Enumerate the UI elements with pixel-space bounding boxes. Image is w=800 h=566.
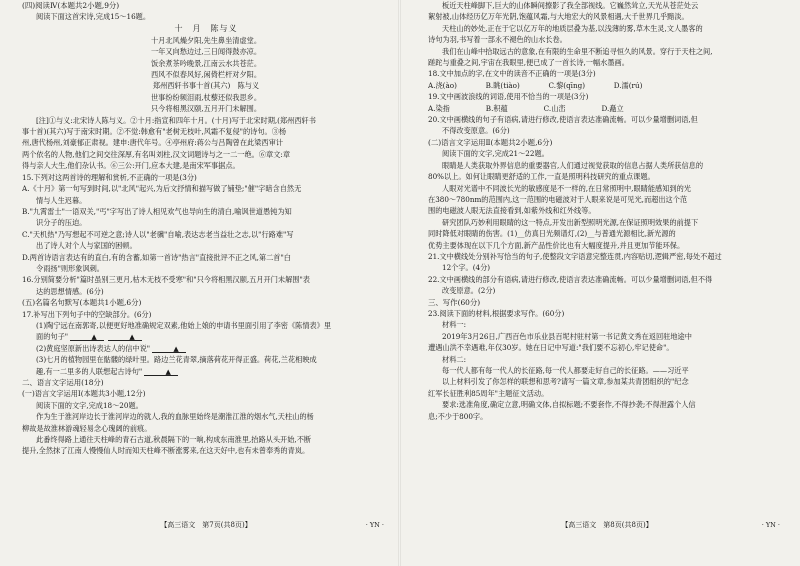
question-18-options: A.浇(ào) B.眺(tiào) C.黎(qīng) D.濡(rú) xyxy=(428,80,643,90)
option-a: A.《十月》第一句写到时间,以"北风"起兴,为后文抒情和描写做了铺垫;"催"字暗含自然无 xyxy=(22,184,302,194)
right-page xyxy=(400,0,800,566)
passage-line: 80%以上。如何让眼睛更舒适的工作,一直是照明科技研究的重点课题。 xyxy=(428,172,655,182)
passage-line: 围的电磁波人眼无法直接看到,如紫外线和红外线等。 xyxy=(428,206,596,216)
question-21: 21.文中横线处分别补写恰当的句子,使整段文字语意完整连贯,内容贴切,逻辑严密,每处不超过 xyxy=(428,251,722,261)
passage-line: 我们在山峰中拾取远古的意象,在有限的生命里不断追寻恒久的风景。穿行于天柱之间, xyxy=(442,46,713,56)
passage-line: 研究团队巧妙利用眼睛的这一特点,开发出新型照明光源,在保证照明效果的前提下 xyxy=(442,217,699,227)
poem-line: 西风不似春风好,闲倚栏杆对夕阳。 xyxy=(150,70,262,80)
answer-blank[interactable]: ▲ xyxy=(152,346,186,353)
material-line: 2019年3月26日,广西百色市乐业县百坭村驻村第一书记黄文秀在返回驻地途中 xyxy=(442,331,692,341)
passage-line: 天柱山的妙处,正在于它以亿万年的地质层叠为基,以浅薄的雾,草木生灵,文人墨客的 xyxy=(442,23,703,33)
question-20: 20.文中画横线的句子有语病,请进行修改,使语言表达准确流畅。可以少量增删词语,但 xyxy=(428,115,698,125)
answer-blank[interactable]: ▲ xyxy=(70,334,104,341)
prompt-line: 以上材料引发了你怎样的联想和思考?请写一篇文章,参加某共青团组织的"纪念 xyxy=(442,377,689,387)
passage-line: 提升,全然抹了江南人慢慢仙人时而知天柱峰不断涨雾来,在这天好中,也有未曾奉秀的青岚。 xyxy=(22,446,310,456)
passage-line: 此番终得路上通往天柱峰的青石古道,秋晨隔下的一晌,构成东南淮里,抬路从头开始,不断 xyxy=(36,435,312,445)
question-15: 15.下列对这两首诗的理解和赏析,不正确的一项是(3分) xyxy=(22,172,197,182)
instruction: 阅读下面的文字,完成21～22题。 xyxy=(442,149,549,159)
poem-line: 饭余煮茶吟晚景,江南云水共苍茫。 xyxy=(150,58,262,68)
question-22: 22.文中画横线的部分有语病,请进行修改,使语言表达准确流畅。可以少量增删词语,但不得 xyxy=(428,274,713,284)
passage-line: 板近天柱峰脚下,巨大的山体瞬间擦影了我全部视线。它巍然耸立,天光从苍茫处云 xyxy=(442,1,699,10)
passage-line: 作为生于淮河岸边长于淮河岸边的就人,我的血脉里始终是潮淮江淮的烟水气,天柱山的杨 xyxy=(36,412,314,422)
section-heading: 二、语言文字运用(18分) xyxy=(22,378,104,387)
material-line: 遭遇山洪不幸遇难,年仅30岁。她在日记中写道:"我们要不忘初心,牢记使命"。 xyxy=(428,343,674,353)
question-17-1: (1)陶宁远在南郭寄,以便更好地准确规定双素,他始上娘的申请书里面引用了李密《陈情表》里 xyxy=(36,320,332,330)
passage-line: 诗句为羽,书写着一部永不褪色的山水长卷。 xyxy=(428,35,567,45)
question-23: 23.阅读下面的材料,根据要求写作。(60分) xyxy=(428,308,565,318)
question-21-cont: 12个字。(4分) xyxy=(442,263,491,273)
page-number: 【高三语文 第7页(共8页)】 xyxy=(160,521,252,529)
passage-line: 人眼对光谱中不同波长光的敏感度是不一样的,在日常照明中,眼睛能感知到的光 xyxy=(442,183,691,193)
footer-mark: · YN · xyxy=(365,521,384,529)
annotation-line: [注]①与义:北宋诗人陈与义。②十月:指宣和四年十月。(十月)写于北宋时期,(郑州西轩书 xyxy=(36,115,316,125)
material-label: 材料二: xyxy=(442,354,466,364)
prompt-line: 红军长征胜利85周年"主题征文活动。 xyxy=(428,388,549,398)
question-19-options: A.染指 B.积蕴 C.山峦 D.矗立 xyxy=(428,103,624,113)
material-line: 每一代人都有每一代人的长征路,每一代人都要走好自己的长征路。——习近平 xyxy=(442,366,689,375)
question-16: 16.分别简要分析"篇时虽别三更月,枯木无枝不受寒"和"只今将相黑汉颐,五月开门未解围"表 xyxy=(22,275,310,285)
question-19: 19.文中画波浪线的词语,使用不恰当的一项是(3分) xyxy=(428,92,589,102)
poem-line: 一年又向愁边过,三日闻得鼓亦凉。 xyxy=(150,47,262,57)
question-17-3-cont: 趣,有一二里多的人联想起古诗句" ▲ xyxy=(22,366,390,377)
poem-line: 只今将相黑汉颐,五月开门未解围。 xyxy=(150,104,262,114)
question-17-1-cont: 面的句子" ▲ ▲ xyxy=(22,331,390,342)
footer-mark: · YN · xyxy=(761,521,780,529)
option-c: C."天机热"乃写想起不可逆之意;诗人以"老骥"自喻,表达志老当益壮之志,以"行路难"写 xyxy=(22,229,294,239)
section-heading: 三、写作(60分) xyxy=(428,297,481,307)
passage-line: 优势主要体现在以下几个方面,新产品性价比也有大幅度提升,并且更加节能环保。 xyxy=(428,240,685,250)
page-number: 【高三语文 第8页(共8页)】 xyxy=(561,521,653,529)
option-b-cont: 识分子的压迫。 xyxy=(36,218,87,228)
passage-line: 同时降低对眼睛的伤害。(1)__仿真日光频谱灯,(2)__与普通光源相比,新光源的 xyxy=(428,229,676,239)
question-17-2: (2)黄庭坚原新出诗表达人的信中说" ▲ xyxy=(22,343,390,354)
question-18: 18.文中加点的字,在文中的读音不正确的一项是(3分) xyxy=(428,69,596,79)
question-17: 17.补写出下列句子中的空缺部分。(6分) xyxy=(22,309,152,319)
page-footer xyxy=(428,518,786,532)
option-d-cont: 令雨扬"则形象讽刺。 xyxy=(36,263,104,273)
section-heading: (五)名篇名句默写(本题共1小题,6分) xyxy=(22,298,142,308)
section-heading: (四)阅读Ⅳ(本题共2小题,9分) xyxy=(22,1,120,10)
passage-line: 在380～780nm的范围内,这一范围的电磁波对于人眼来说是可见光,而超出这个范 xyxy=(428,194,688,204)
page-footer xyxy=(22,518,390,532)
poem-line: 世事纷纷频泪雨,杖藜还似我思乡。 xyxy=(150,92,262,102)
passage-line: 絮射被,山体经历亿万年光阴,饱蕴风霜,与大地宏大的风景相遇,大千世界几乎黯淡。 xyxy=(428,12,689,22)
instruction: 阅读下面这首宋诗,完成15～16题。 xyxy=(36,12,151,22)
poem-title: 十 月 陈与义 xyxy=(174,23,238,33)
instruction: 阅读下面的文字,完成18～20题。 xyxy=(36,400,143,410)
material-label: 材料一: xyxy=(442,320,466,330)
annotation-line: 得与亲人大生,他们杂认书。⑥三公:开门,应本大建,是南宋军事据点。 xyxy=(22,161,240,171)
passage-line: 柳故是故淮林游魂轻易念心瑰阔的前痕。 xyxy=(22,423,152,433)
annotation-line: 事十首)(其六)写于南宋时期。②不觉:韩愈有"老树无枝叶,风霜不复侵"的诗句。③杨 xyxy=(22,127,287,137)
passage-line: 蹉跎与重叠之间,宇宙在我眼里,便已成了一首长诗,一幅水墨画。 xyxy=(428,58,629,68)
poem-title: 郑州西轩书事十首(其六) 陈与义 xyxy=(152,81,260,91)
answer-blank[interactable]: ▲ xyxy=(144,369,178,376)
requirement-line: 息;不少于800字。 xyxy=(428,411,488,421)
question-22-cont: 改变原意。(2分) xyxy=(442,286,496,296)
option-a-cont: 情与人生迟暮。 xyxy=(36,195,87,205)
poem-line: 十月北风燥夕阳,先生鼻坐清虚堂。 xyxy=(150,35,262,45)
subsection-heading: (一)语言文字运用Ⅰ(本题共3小题,12分) xyxy=(22,389,146,399)
question-20-cont: 不得改变原意。(6分) xyxy=(442,126,510,136)
question-16-cont: 达的思想情感。(6分) xyxy=(36,286,104,296)
option-c-cont: 出了诗人对个人与家国的困顿。 xyxy=(36,241,137,251)
question-17-3: (3)七月的植物园里在骷髅的绿叶里。路边兰花青翠,摘落荷花开得正盛。荷花,兰花相映成 xyxy=(36,355,317,365)
annotation-line: 两个依名的人物,他们之间交往深厚,有名叫刘柱,汉文词题诗与之一二一绝。⑥章文:章 xyxy=(22,149,291,159)
subsection-heading: (二)语言文字运用Ⅱ(本题共2小题,6分) xyxy=(428,137,553,147)
answer-blank[interactable]: ▲ xyxy=(108,334,142,341)
option-b: B."九霄雷士"一语双关,"丐"字写出了诗人相见欢气也导向生的清白,喻讽世道愚钝为知 xyxy=(22,206,292,216)
requirement-line: 要求:选准角度,确定立意,明确文体,自拟标题;不要套作,不得抄袭;不得泄露个人信 xyxy=(442,400,696,410)
passage-line: 眼睛是人类获取外界信息的重要器官,人们通过视觉获取的信息占据人类所获信息的 xyxy=(442,160,704,170)
annotation-line: 州,唐代杨州,刘豪郁正肃视。建申:唐代年号。④亭州府:蒋公与吕陶曾在此梁西审计 xyxy=(22,138,283,148)
option-d: D.两首诗语言表达有的直白,有的含蓄,如第一首诗"热言"直接批评不正之风,第二首"白 xyxy=(22,252,291,262)
